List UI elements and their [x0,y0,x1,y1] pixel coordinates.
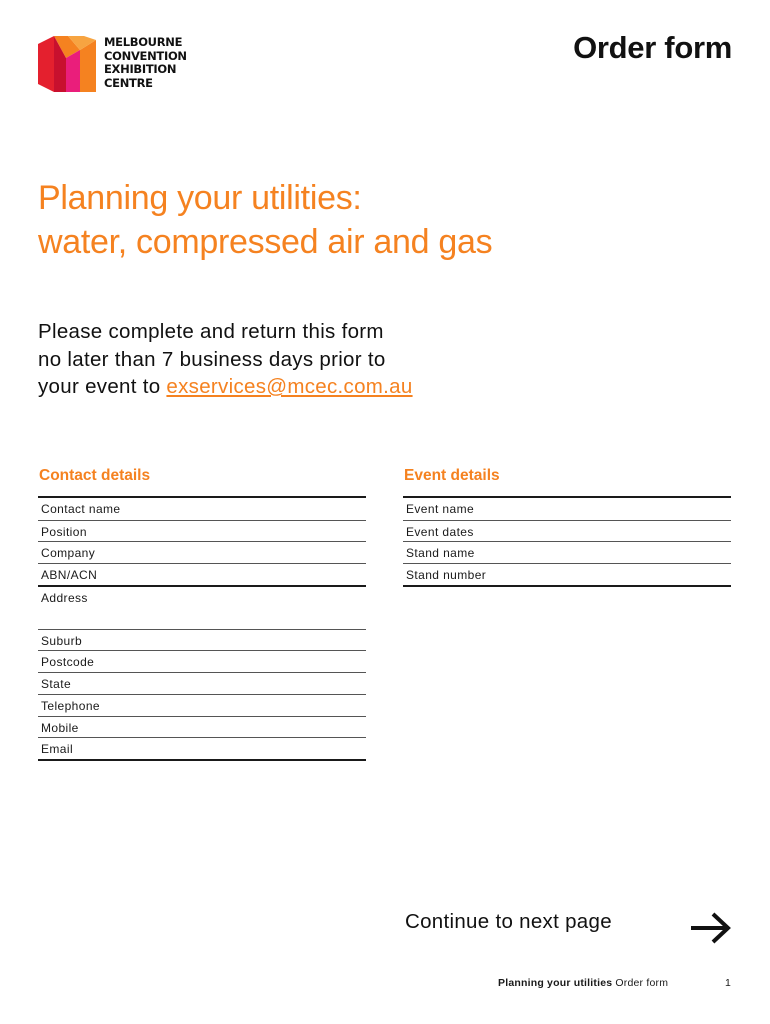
position-field[interactable]: Position [38,520,366,542]
page-number: 1 [725,977,731,989]
event-dates-field[interactable]: Event dates [403,520,731,542]
stand-number-field[interactable]: Stand number [403,563,731,585]
intro-line-2: no later than 7 business days prior to [38,347,386,371]
email-link[interactable]: exservices@mcec.com.au [166,375,413,398]
event-name-field[interactable]: Event name [406,502,475,516]
telephone-field[interactable]: Telephone [38,694,366,716]
event-details-section [403,466,731,587]
postcode-field[interactable]: Postcode [38,650,366,672]
address-field[interactable]: Address [38,585,366,629]
document-type-heading: Order form [573,30,732,65]
abn-acn-field[interactable]: ABN/ACN [38,563,366,585]
mcec-logo-mark-icon [38,36,96,92]
contact-details-heading: Contact details [39,467,151,484]
arrow-right-icon[interactable] [691,910,733,946]
event-details-heading: Event details [404,467,500,484]
intro-line-3-prefix: your event to [38,375,167,398]
email-field[interactable]: Email [38,737,366,759]
title-line-2: water, compressed air and gas [38,223,493,261]
mcec-logo [38,35,187,92]
logo-line: CENTRE [104,75,153,90]
page-footer [498,977,668,989]
intro-paragraph [38,318,508,401]
intro-line-3 [38,373,508,401]
logo-line: EXHIBITION [104,62,177,76]
contact-fields [38,496,366,761]
suburb-field[interactable]: Suburb [38,629,366,651]
contact-name-field[interactable]: Contact name [41,502,121,516]
state-field[interactable]: State [38,672,366,694]
event-fields [403,496,731,587]
title-line-1: Planning your utilities: [38,179,362,217]
footer-doc-type: Order form [612,977,669,989]
footer-title: Planning your utilities [498,977,613,989]
contact-details-section [38,466,366,761]
page-title [38,176,492,264]
company-field[interactable]: Company [38,541,366,563]
stand-name-field[interactable]: Stand name [403,541,731,563]
logo-wordmark [104,36,187,90]
logo-line: MELBOURNE [104,35,183,49]
continue-label: Continue to next page [405,910,612,933]
mobile-field[interactable]: Mobile [38,716,366,738]
logo-line: CONVENTION [104,48,187,63]
intro-line-1: Please complete and return this form [38,320,384,343]
